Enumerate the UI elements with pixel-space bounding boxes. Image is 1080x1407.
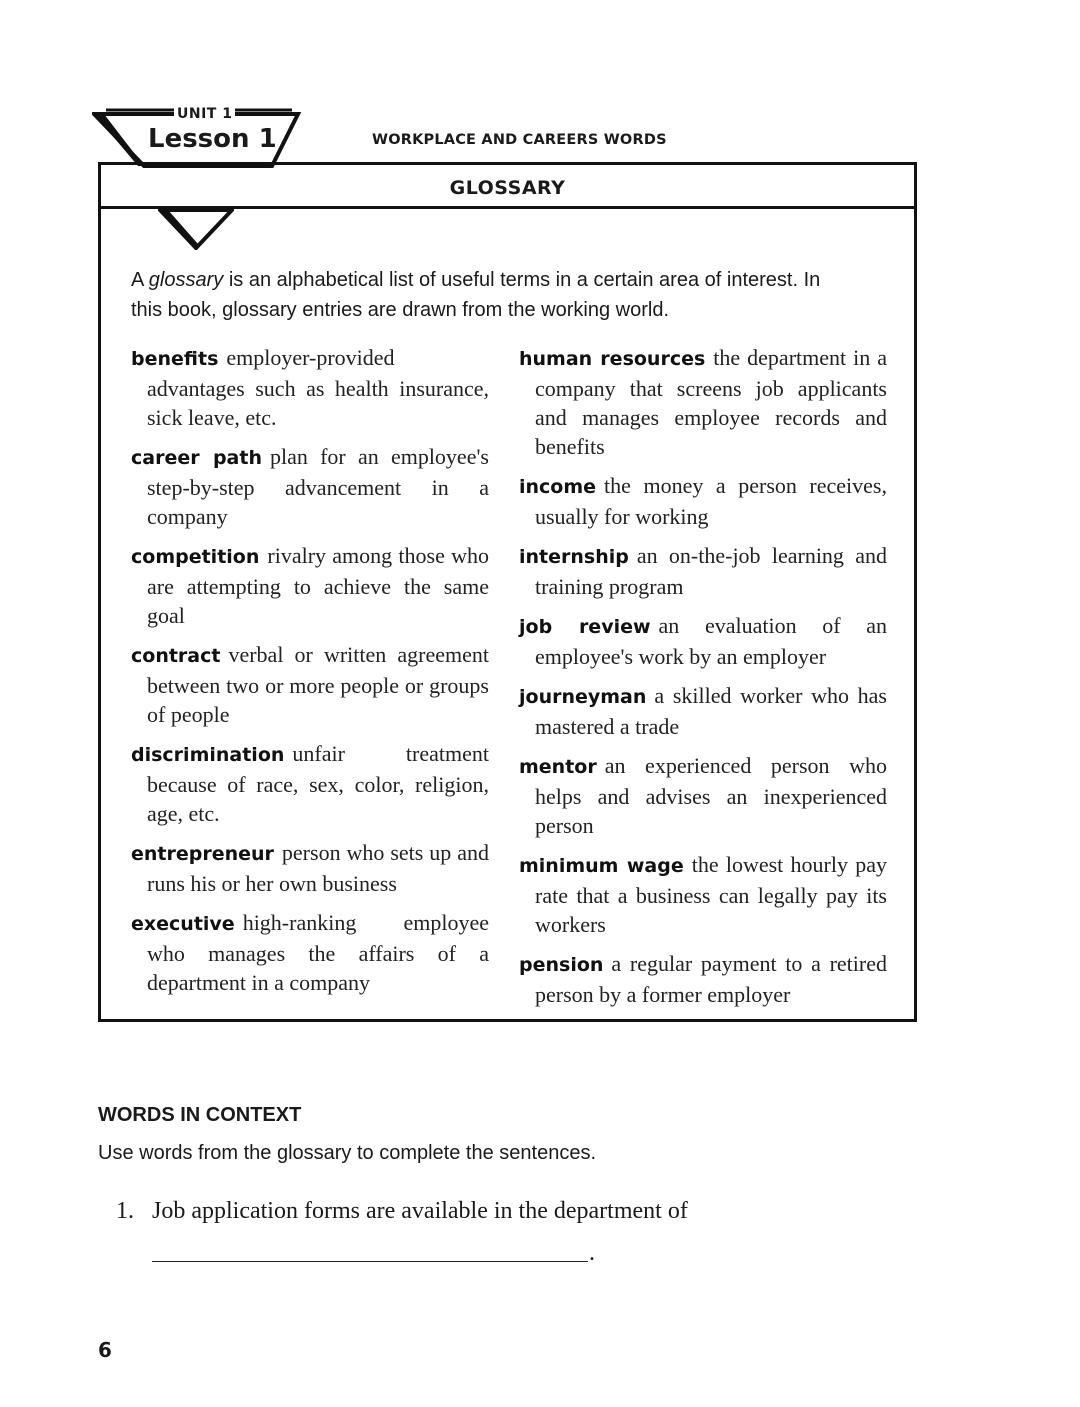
- answer-blank[interactable]: [152, 1261, 588, 1262]
- entry-definition: a skilled worker who has mastered a trade: [535, 683, 887, 739]
- glossary-entry: [131, 541, 489, 630]
- question-text: Job application forms are available in the department of: [152, 1198, 688, 1224]
- entry-term: executive: [131, 913, 235, 935]
- glossary-column-right: [519, 343, 887, 1019]
- entry-term: mentor: [519, 756, 597, 778]
- entry-term: entrepreneur: [131, 843, 274, 865]
- entry-definition: an experienced person who helps and advises an inexperienced person: [535, 753, 887, 838]
- glossary-column-left: [131, 343, 489, 1007]
- glossary-entry: [519, 541, 887, 601]
- intro-text: is an alphabetical list of useful terms in a certain area of interest. In this book, glossary entries are drawn from the working world.: [131, 269, 821, 321]
- entry-definition: person who sets up and runs his or her own business: [147, 840, 489, 896]
- glossary-entry: [131, 838, 489, 898]
- entry-definition: the department in a company that screens job applicants and manages employee records and benefits: [535, 345, 887, 459]
- glossary-intro: [131, 265, 851, 325]
- entry-definition: unfair treatment because of race, sex, color, religion, age, etc.: [147, 741, 489, 826]
- words-in-context-heading: WORDS IN CONTEXT: [98, 1104, 302, 1126]
- entry-term: journeyman: [519, 686, 647, 708]
- entry-term: income: [519, 476, 597, 498]
- glossary-title-bar: [101, 165, 914, 209]
- entry-term: minimum wage: [519, 855, 684, 877]
- glossary-entry: [519, 850, 887, 939]
- triangle-pointer-icon: [158, 208, 234, 250]
- glossary-entry: [131, 442, 489, 531]
- entry-term: pension: [519, 954, 604, 976]
- glossary-entry: [519, 611, 887, 671]
- entry-definition: an on-the-job learning and training program: [535, 543, 887, 599]
- topic-heading: WORKPLACE AND CAREERS WORDS: [372, 132, 667, 148]
- intro-prefix: A: [131, 269, 149, 291]
- glossary-entry: [131, 908, 489, 997]
- entry-term: competition: [131, 546, 260, 568]
- entry-term: career path: [131, 447, 262, 469]
- entry-definition: verbal or written agreement between two or more people or groups of people: [147, 642, 489, 727]
- entry-term: contract: [131, 645, 221, 667]
- unit-label: UNIT 1: [174, 106, 235, 122]
- glossary-box: [98, 162, 917, 1022]
- entry-term: job review: [519, 616, 651, 638]
- glossary-entry: [519, 681, 887, 741]
- entry-term: benefits: [131, 348, 219, 370]
- glossary-entry: [131, 640, 489, 729]
- glossary-entry: [519, 949, 887, 1009]
- lesson-title: Lesson 1: [148, 124, 277, 154]
- entry-term: discrimination: [131, 744, 285, 766]
- entry-definition: rivalry among those who are attempting to achieve the same goal: [147, 543, 489, 628]
- entry-term: internship: [519, 546, 629, 568]
- entry-definition: employer-provided advantages such as health insurance, sick leave, etc.: [147, 345, 489, 430]
- entry-definition: high-ranking employee who manages the affairs of a department in a company: [147, 910, 489, 995]
- entry-definition: a regular payment to a retired person by a former employer: [535, 951, 887, 1007]
- words-in-context-instruction: Use words from the glossary to complete the sentences.: [98, 1142, 597, 1164]
- page-number: 6: [98, 1338, 112, 1362]
- entry-definition: an evaluation of an employee's work by an employer: [535, 613, 887, 669]
- glossary-entry: [519, 751, 887, 840]
- glossary-entry: [131, 343, 489, 432]
- answer-period: .: [589, 1240, 595, 1266]
- entry-definition: the money a person receives, usually for working: [535, 473, 887, 529]
- glossary-title: GLOSSARY: [449, 177, 566, 199]
- entry-definition: the lowest hourly pay rate that a business can legally pay its workers: [535, 852, 887, 937]
- entry-definition: plan for an employee's step-by-step advancement in a company: [147, 444, 489, 529]
- intro-term: glossary: [148, 269, 224, 291]
- glossary-entry: [519, 343, 887, 461]
- entry-term: human resources: [519, 348, 706, 370]
- glossary-entry: [131, 739, 489, 828]
- glossary-entry: [519, 471, 887, 531]
- question-number: 1.: [116, 1198, 134, 1224]
